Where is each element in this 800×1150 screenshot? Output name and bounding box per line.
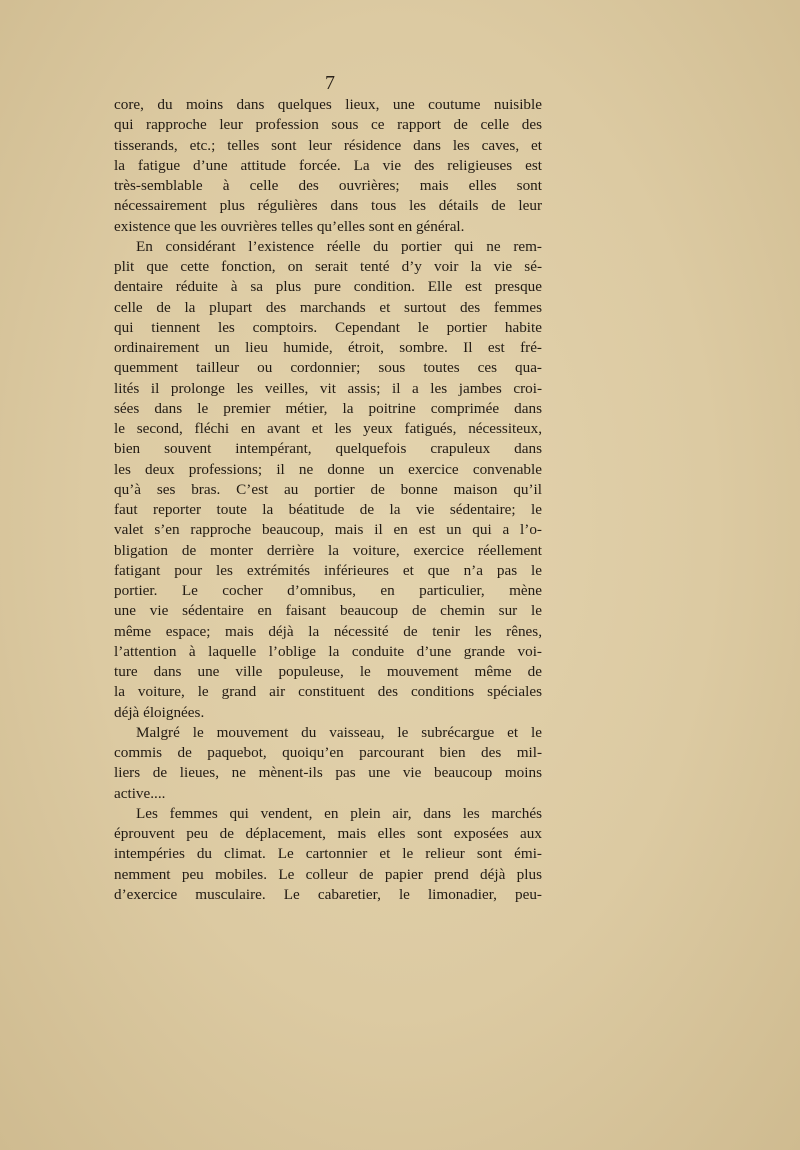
text-line: Malgré le mouvement du vaisseau, le subrécargue et le [136, 723, 542, 741]
text-line: le second, fléchi en avant et les yeux fatigués, nécessiteux, [114, 420, 542, 437]
text-line: faut reporter toute la béatitude de la vie sédentaire; le [114, 501, 542, 518]
text-line: très-semblable à celle des ouvrières; mais elles sont [114, 177, 542, 194]
text-line: sées dans le premier métier, la poitrine comprimée dans [114, 399, 542, 417]
text-line: nécessairement plus régulières dans tous les détails de leur [114, 197, 542, 215]
text-line: lités il prolonge les veilles, vit assis; il a les jambes croi- [114, 379, 542, 397]
text-line: déjà éloignées. [114, 703, 205, 721]
text-line: existence que les ouvrières telles qu’elles sont en général. [114, 217, 465, 235]
text-line: les deux professions; il ne donne un exercice convenable [114, 460, 542, 478]
text-line: active.... [114, 784, 166, 802]
body-text [114, 95, 542, 905]
text-line: bligation de monter derrière la voiture, exercice réellement [114, 541, 542, 559]
text-line: ordinairement un lieu humide, étroit, sombre. Il est fré- [114, 339, 542, 356]
text-line: éprouvent peu de déplacement, mais elles sont exposées aux [114, 825, 542, 842]
text-line: valet s’en rapproche beaucoup, mais il en est un qui a l’o- [114, 521, 542, 539]
text-line: tisserands, etc.; telles sont leur résidence dans les caves, et [114, 136, 542, 154]
text-line: quemment tailleur ou cordonnier; sous toutes ces qua- [114, 359, 542, 377]
text-line: qu’à ses bras. C’est au portier de bonne maison qu’il [114, 480, 542, 498]
page-number: 7 [325, 72, 335, 94]
text-line: la voiture, le grand air constituent des conditions spéciales [114, 683, 542, 701]
text-line: intempéries du climat. Le cartonnier et le relieur sont émi- [114, 845, 542, 863]
text-line: commis de paquebot, quoiqu’en parcourant bien des mil- [114, 744, 542, 761]
text-line: plit que cette fonction, on serait tenté d’y voir la vie sé- [114, 258, 542, 275]
text-line: nemment peu mobiles. Le colleur de papier prend déjà plus [114, 865, 542, 883]
text-line: dentaire réduite à sa plus pure condition. Elle est presque [114, 278, 542, 296]
text-line: qui rapproche leur profession sous ce rapport de celle des [114, 116, 542, 134]
text-line: celle de la plupart des marchands et surtout des femmes [114, 298, 542, 316]
text-line: d’exercice musculaire. Le cabaretier, le limonadier, peu- [114, 885, 542, 903]
text-line: même espace; mais déjà la nécessité de tenir les rênes, [114, 622, 542, 640]
text-line: liers de lieues, ne mènent-ils pas une vie beaucoup moins [114, 764, 542, 782]
text-line: ture dans une ville populeuse, le mouvement même de [114, 663, 542, 680]
text-line: Les femmes qui vendent, en plein air, dans les marchés [136, 804, 542, 822]
text-line: En considérant l’existence réelle du portier qui ne rem- [136, 237, 542, 255]
text-line: fatigant pour les extrémités inférieures et que n’a pas le [114, 561, 542, 579]
text-line: une vie sédentaire en faisant beaucoup de chemin sur le [114, 602, 542, 620]
text-line: la fatigue d’une attitude forcée. La vie des religieuses est [114, 156, 542, 174]
text-line: l’attention à laquelle l’oblige la conduite d’une grande voi- [114, 642, 542, 660]
text-line: portier. Le cocher d’omnibus, en particulier, mène [114, 582, 542, 599]
text-line: bien souvent intempérant, quelquefois crapuleux dans [114, 440, 542, 458]
text-line: core, du moins dans quelques lieux, une coutume nuisible [114, 96, 542, 113]
text-line: qui tiennent les comptoirs. Cependant le portier habite [114, 318, 542, 336]
